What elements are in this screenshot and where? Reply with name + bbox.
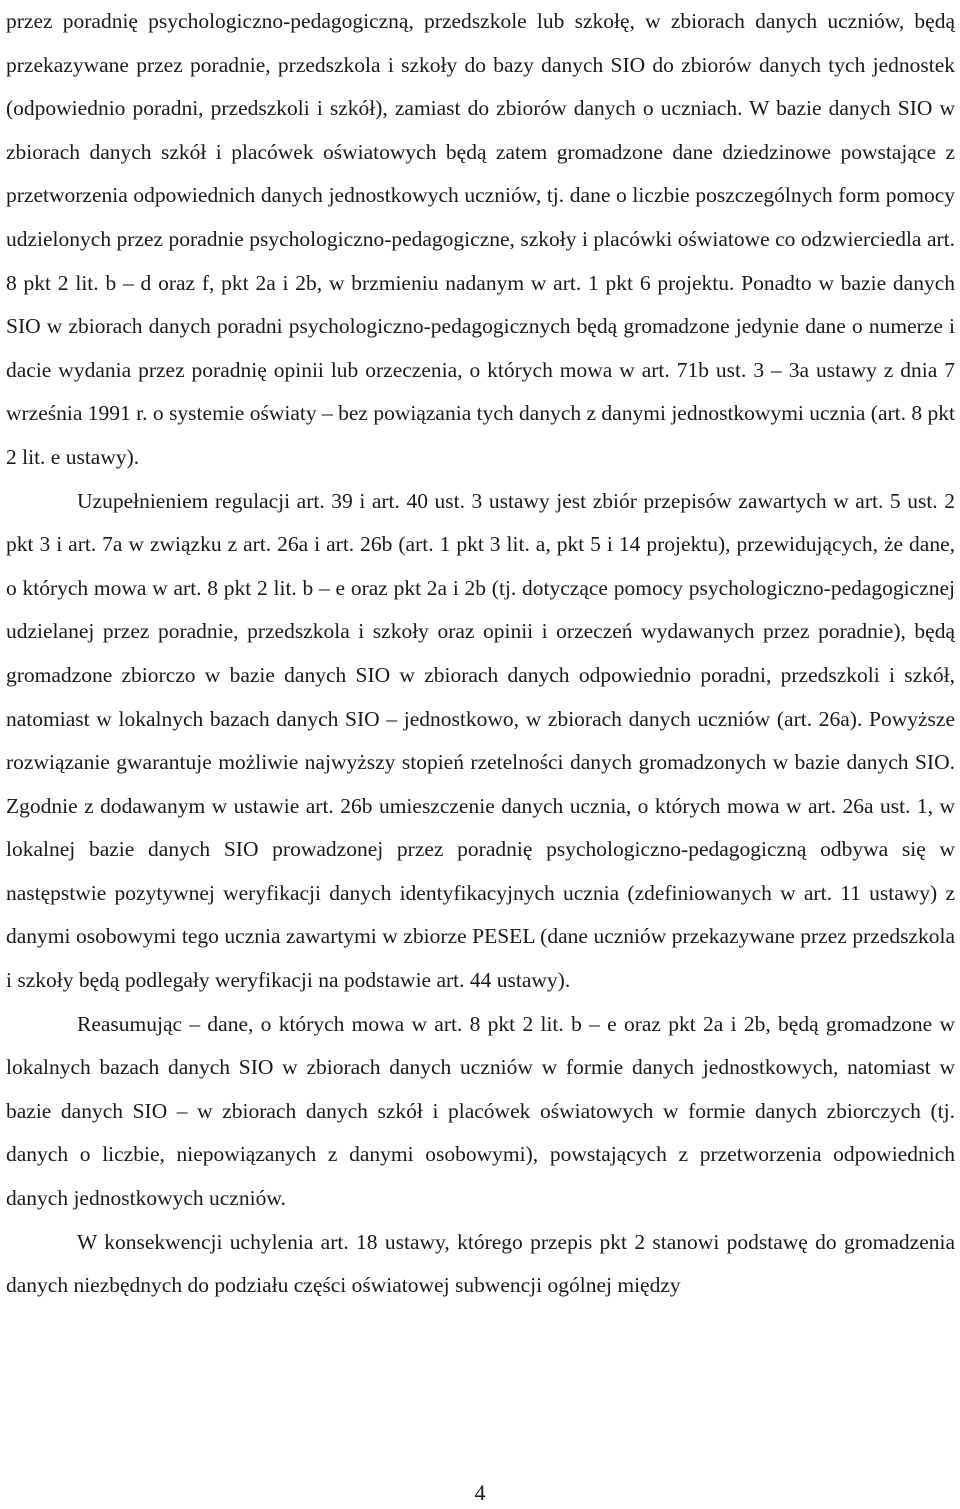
page-number: 4 (474, 1480, 486, 1505)
paragraph: Reasumując – dane, o których mowa w art. 8 pkt 2 lit. b – e oraz pkt 2a i 2b, będą gromadzone w lokalnych bazach danych SIO w zbiorach danych uczniów w formie danych jednostkowych, natomiast w bazie danych SIO – w zbiorach danych szkół i placówek oświatowych w formie danych zbiorczych (tj. danych o liczbie, niepowiązanych z danymi osobowymi), powstających z przetworzenia odpowiednich danych jednostkowych uczniów. (6, 1011, 955, 1211)
paragraph: Uzupełnieniem regulacji art. 39 i art. 40 ust. 3 ustawy jest zbiór przepisów zawartych w art. 5 ust. 2 pkt 3 i art. 7a w związku z art. 26a i art. 26b (art. 1 pkt 3 lit. a, pkt 5 i 14 projektu), przewidujących, że dane, o których mowa w art. 8 pkt 2 lit. b – e oraz pkt 2a i 2b (tj. dotyczące pomocy psychologiczno-pedagogicznej udzielanej przez poradnie, przedszkola i szkoły oraz opinii i orzeczeń wydawanych przez poradnie), będą gromadzone zbiorczo w bazie danych SIO w zbiorach danych odpowiednio poradni, przedszkoli i szkół, natomiast w lokalnych bazach danych SIO – jednostkowo, w zbiorach danych uczniów (art. 26a). Powyższe rozwiązanie gwarantuje możliwie najwyższy stopień rzetelności danych gromadzonych w bazie danych SIO. Zgodnie z dodawanym w ustawie art. 26b umieszczenie danych ucznia, o których mowa w art. 26a ust. 1, w lokalnej bazie danych SIO prowadzonej przez poradnię psychologiczno-pedagogiczną odbywa się w następstwie pozytywnej weryfikacji danych identyfikacyjnych ucznia (zdefiniowanych w art. 11 ustawy) z danymi osobowymi tego ucznia zawartymi w zbiorze PESEL (dane uczniów przekazywane przez przedszkola i szkoły będą podlegały weryfikacji na podstawie art. 44 ustawy). (6, 488, 955, 993)
document-body (6, 0, 955, 1308)
paragraph: W konsekwencji uchylenia art. 18 ustawy, którego przepis pkt 2 stanowi podstawę do gromadzenia danych niezbędnych do podziału części oświatowej subwencji ogólnej między (6, 1229, 955, 1298)
paragraph: przez poradnię psychologiczno-pedagogiczną, przedszkole lub szkołę, w zbiorach danych uczniów, będą przekazywane przez poradnie, przedszkola i szkoły do bazy danych SIO do zbiorów danych tych jednostek (odpowiednio poradni, przedszkoli i szkół), zamiast do zbiorów danych o uczniach. W bazie danych SIO w zbiorach danych szkół i placówek oświatowych będą zatem gromadzone dane dziedzinowe powstające z przetworzenia odpowiednich danych jednostkowych uczniów, tj. dane o liczbie poszczególnych form pomocy udzielonych przez poradnie psychologiczno-pedagogiczne, szkoły i placówki oświatowe co odzwierciedla art. 8 pkt 2 lit. b – d oraz f, pkt 2a i 2b, w brzmieniu nadanym w art. 1 pkt 6 projektu. Ponadto w bazie danych SIO w zbiorach danych poradni psychologiczno-pedagogicznych będą gromadzone jedynie dane o numerze i dacie wydania przez poradnię opinii lub orzeczenia, o których mowa w art. 71b ust. 3 – 3a ustawy z dnia 7 września 1991 r. o systemie oświaty – bez powiązania tych danych z danymi jednostkowymi ucznia (art. 8 pkt 2 lit. e ustawy). (6, 9, 955, 469)
